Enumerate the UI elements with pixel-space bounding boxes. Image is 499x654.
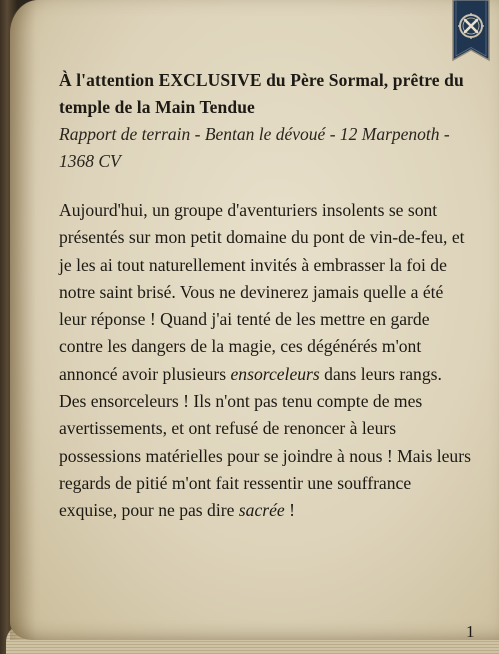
body-emphasis: ensorceleurs	[230, 363, 320, 384]
body-text-segment: !	[284, 500, 295, 521]
document-title: À l'attention EXCLUSIVE du Père Sormal, prêtre du temple de la Main Tendue	[59, 70, 464, 117]
body-text-segment: Aujourd'hui, un groupe d'aventuriers insolents se sont présentés sur mon petit domaine du pont de vin-de-feu, et je les ai tout naturellement invités à embrasser la foi de notre saint brisé. Vous ne devinerez jamais quelle a été leur réponse ! Quand j'ai tenté de les mettre en garde contre les dangers de la magie, ces dégénérés m'ont annoncé avoir plusieurs	[59, 200, 465, 384]
close-icon	[451, 0, 491, 68]
close-bookmark-button[interactable]	[451, 0, 491, 68]
document-subtitle: Rapport de terrain - Bentan le dévoué - 12 Marpenoth - 1368 CV	[59, 124, 450, 171]
document-content	[59, 67, 471, 525]
document-body	[59, 197, 471, 525]
body-text-segment: dans leurs rangs. Des ensorceleurs ! Ils n'ont pas tenu compte de mes avertissements, et ont refusé de renoncer à leurs possessions matérielles pour se joindre à nous ! Mais leurs regards de pitié m'ont fait ressentir une souffrance exquise, pour ne pas dire	[59, 363, 471, 521]
page-number: 1	[466, 622, 475, 641]
body-emphasis: sacrée	[238, 500, 285, 521]
